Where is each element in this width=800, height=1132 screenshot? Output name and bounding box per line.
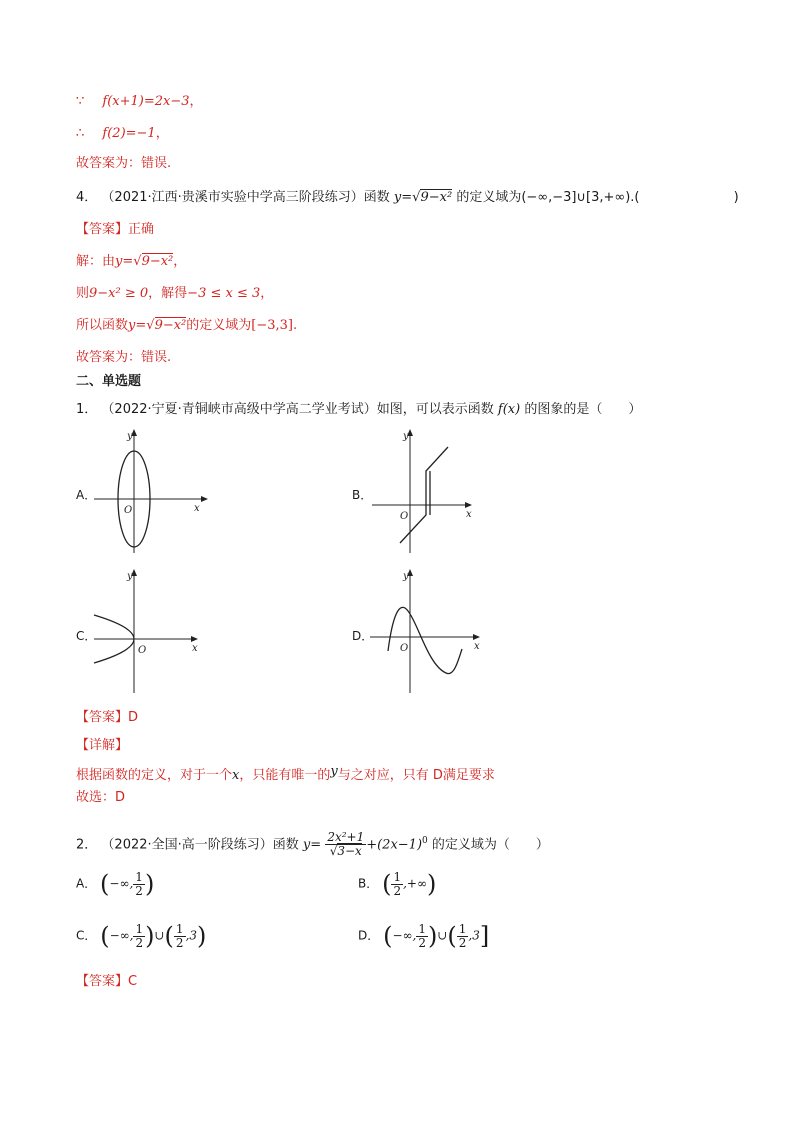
x-axis-arrow — [201, 496, 208, 502]
math-y-sqrt: y= — [393, 190, 413, 205]
math-y-eq: y= — [302, 837, 322, 853]
question-4-conclusion: 故答案为：错误. — [76, 350, 172, 365]
question-2-number: 2． — [76, 837, 98, 853]
question-1-choice: 故选：D — [76, 790, 126, 805]
option-d-graph — [368, 565, 488, 695]
question-4-solution-1: 解：由y=√9−x²， — [76, 254, 187, 269]
q2-option-b[interactable]: B． ( $\frac{1}{2}$ ,+∞) — [358, 869, 437, 898]
y-label: y — [403, 571, 409, 582]
y-label: y — [127, 571, 133, 582]
option-c-graph — [92, 565, 212, 695]
solution-line-therefore: ∴ f(2)=−1， — [76, 126, 169, 141]
question-4-source: （2021·江西·贵溪市实验中学高三阶段练习）函数 — [101, 190, 390, 205]
x-label: x — [194, 503, 200, 514]
x-label: x — [466, 509, 472, 520]
q2-option-a[interactable]: A． (−∞, $\frac{1}{2}$ ) — [76, 869, 155, 898]
x-axis-arrow — [465, 502, 472, 508]
question-4-solution-2: 则9−x² ≥ 0，解得−3 ≤ x ≤ 3， — [76, 286, 274, 301]
origin-label: O — [124, 505, 133, 516]
option-c-label: C． — [76, 629, 97, 643]
option-b-label: B． — [352, 488, 373, 502]
x-axis-arrow — [473, 634, 480, 640]
step-curve — [400, 447, 448, 543]
because-symbol: ∵ — [76, 94, 85, 109]
math-f2: f(2)=−1 — [102, 126, 156, 141]
question-1 — [76, 400, 641, 420]
math-fx1: f(x+1)=2x−3 — [102, 94, 190, 109]
x-axis-arrow — [191, 636, 198, 642]
origin-label: O — [138, 645, 147, 656]
q2-option-c[interactable]: C． (−∞, $\frac{1}{2}$ )∪( $\frac{1}{2}$ ,3) — [76, 921, 207, 950]
x-label: x — [192, 643, 198, 654]
option-b-graph — [368, 425, 488, 555]
question-1-tail: 的图象的是（ ） — [524, 402, 642, 417]
sqrt-symbol: √ — [412, 190, 421, 205]
conclusion-text: 故答案为：错误. — [76, 156, 172, 171]
question-1-detail: 根据函数的定义，对于一个x，只能有唯一的y与之对应，只有 D满足要求 — [76, 764, 495, 783]
sqrt-body: 9−x² — [420, 190, 453, 205]
x-label: x — [474, 641, 480, 652]
question-4-answer: 【答案】正确 — [76, 222, 155, 237]
question-2-answer: 【答案】C — [76, 974, 138, 989]
question-2-plus-term: +(2x−1) — [366, 837, 423, 853]
solution-line-because: ∵ f(x+1)=2x−3， — [76, 94, 203, 109]
question-2-fraction: $\frac{\text{2x²+1}}{√3-x}$ — [327, 830, 365, 859]
origin-label: O — [400, 511, 409, 522]
question-1-number: 1． — [76, 402, 98, 417]
question-4-number: 4． — [76, 190, 98, 205]
origin-label: O — [400, 643, 409, 654]
therefore-symbol: ∴ — [76, 126, 85, 141]
question-2-tail: 的定义域为（ ） — [431, 837, 549, 853]
question-2-source: （2022·全国·高一阶段练习）函数 — [101, 837, 299, 853]
q2-option-d[interactable]: D． (−∞, $\frac{1}{2}$ )∪( $\frac{1}{2}$ ,3] — [358, 921, 490, 950]
option-a-graph — [92, 425, 212, 555]
question-1-source: （2022·宁夏·青铜峡市高级中学高二学业考试）如图，可以表示函数 — [101, 402, 494, 417]
option-d-label: D． — [352, 629, 374, 643]
question-1-answer: 【答案】D — [76, 710, 139, 725]
sine-curve — [388, 607, 462, 673]
section-title: 二、单选题 — [76, 374, 142, 389]
y-label: y — [403, 431, 409, 442]
question-4-solution-3: 所以函数y=√9−x²的定义域为[−3,3]. — [76, 318, 298, 333]
question-1-detail-label: 【详解】 — [76, 738, 129, 753]
option-a-label: A． — [76, 488, 97, 502]
question-1-func: f(x) — [497, 402, 521, 417]
y-label: y — [127, 431, 133, 442]
question-4 — [76, 188, 739, 208]
question-2: 2． （2022·全国·高一阶段练习）函数 y= $\frac{\text{2x²+1}}{√3-x}$ $+(2x-1)^0$ 的定义域为（ ） — [76, 830, 549, 859]
question-4-tail: 的定义域为(−∞,−3]∪[3,+∞).( — [456, 190, 640, 205]
question-4-close-paren: ) — [733, 190, 739, 205]
